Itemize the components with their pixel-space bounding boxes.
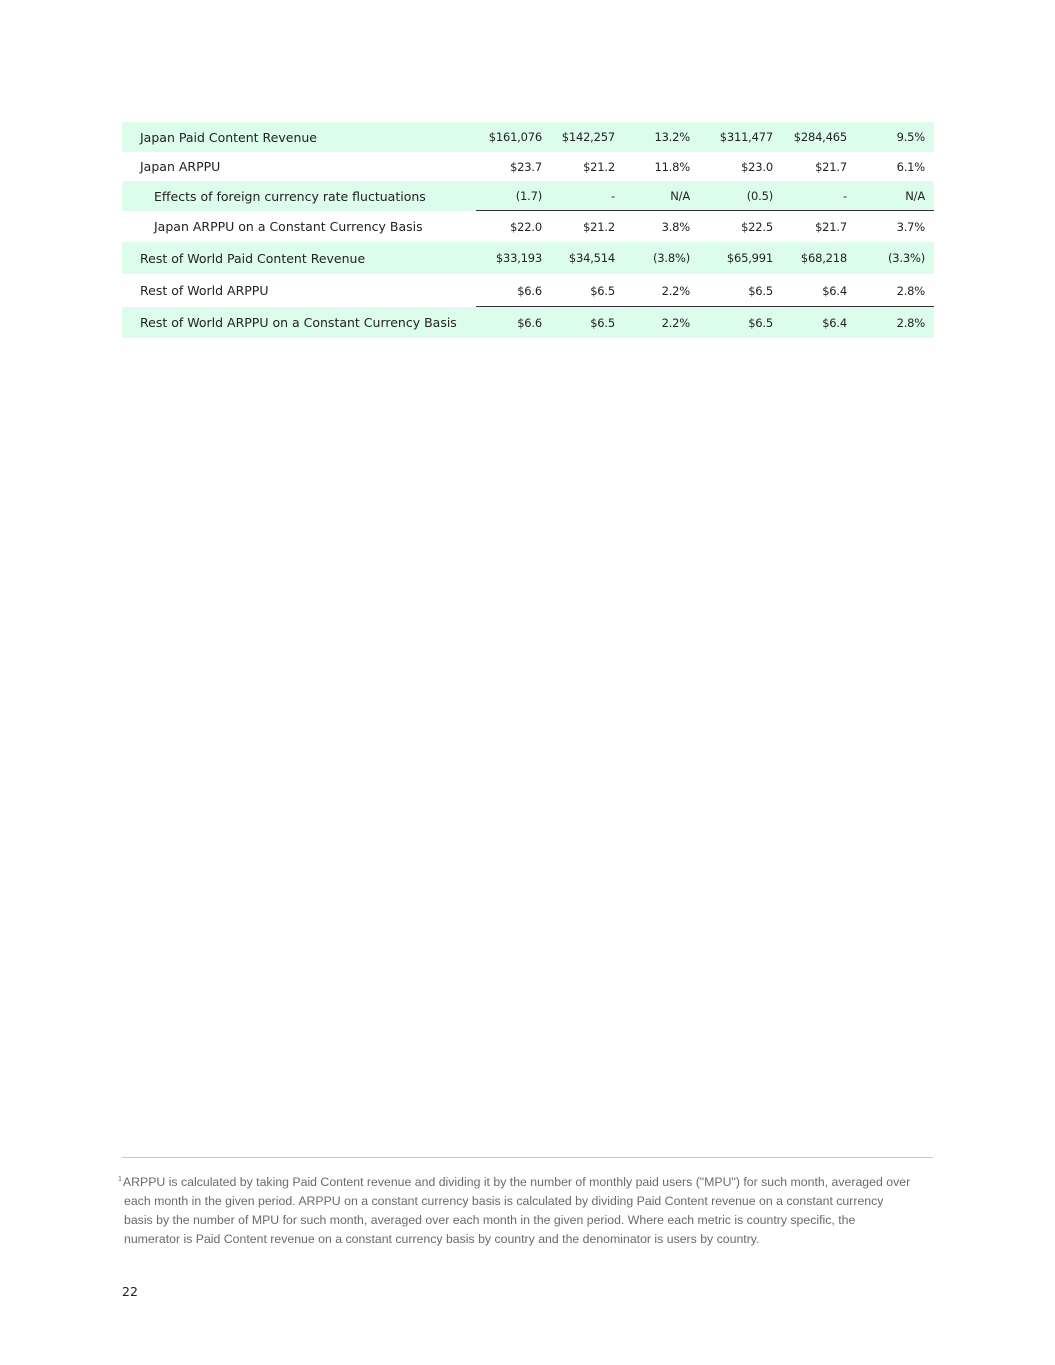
table-cell: -	[780, 181, 855, 211]
table-cell: $284,465	[780, 122, 855, 152]
table-cell: $21.7	[815, 219, 847, 234]
table-cell: $33,193	[476, 242, 548, 274]
table-cell: $6.4	[780, 274, 855, 307]
table-cell: $6.6	[476, 307, 548, 338]
footnote-text: ARPPU is calculated by taking Paid Content revenue and dividing it by the number of monthly paid users ("MPU") for such month, averaged over	[122, 1175, 911, 1189]
table-cell: $68,218	[780, 242, 855, 274]
table-cell: 13.2%	[623, 122, 698, 152]
table-cell: 2.2%	[623, 274, 698, 307]
footnote-line: each month in the given period. ARPPU on a constant currency basis is calculated by dividing Paid Content revenue on a constant currency	[124, 1194, 884, 1208]
table-cell: $161,076	[476, 122, 548, 152]
table-cell: $6.5	[698, 307, 780, 338]
table-cell: 3.8%	[661, 219, 690, 234]
table-cell: 3.7%	[896, 219, 925, 234]
table-cell: $6.4	[780, 307, 855, 338]
footnote	[118, 1170, 938, 1249]
table-row	[122, 122, 934, 152]
arppu-table	[122, 122, 934, 338]
table-row	[122, 274, 934, 307]
table-cell: N/A	[855, 181, 934, 211]
table-cell: $21.7	[815, 159, 847, 174]
page-number: 22	[122, 1284, 138, 1299]
table-row	[122, 152, 934, 181]
table-cell: $34,514	[548, 242, 623, 274]
footnote-divider	[122, 1157, 933, 1158]
table-cell: 2.2%	[623, 307, 698, 338]
table-cell: $6.5	[698, 274, 780, 307]
row-label: Rest of World Paid Content Revenue	[122, 242, 476, 274]
table-cell: 2.8%	[855, 274, 934, 307]
table-cell: $21.2	[583, 219, 615, 234]
table-cell: 9.5%	[855, 122, 934, 152]
row-label: Japan Paid Content Revenue	[122, 122, 476, 152]
table-row	[122, 307, 934, 338]
table-cell: -	[548, 181, 623, 211]
table-cell: (1.7)	[476, 181, 548, 211]
footnote-line: basis by the number of MPU for such month, averaged over each month in the given period. Where each metric is country specific, the	[124, 1213, 856, 1227]
table-cell: (3.8%)	[623, 242, 698, 274]
table-cell: $23.7	[510, 159, 542, 174]
row-label: Effects of foreign currency rate fluctuations	[122, 181, 476, 211]
table-cell: $22.0	[510, 219, 542, 234]
row-label: Japan ARPPU	[140, 159, 221, 174]
table-row	[122, 181, 934, 211]
table-row	[122, 211, 934, 242]
table-cell: $6.5	[548, 307, 623, 338]
table-cell: N/A	[623, 181, 698, 211]
table-cell: $23.0	[741, 159, 773, 174]
table-cell: 11.8%	[654, 159, 690, 174]
table-cell: 6.1%	[896, 159, 925, 174]
table-cell: (3.3%)	[855, 242, 934, 274]
row-label: Japan ARPPU on a Constant Currency Basis	[154, 219, 423, 234]
table-cell: (0.5)	[698, 181, 780, 211]
footnote-line: numerator is Paid Content revenue on a constant currency basis by country and the denominator is users by country.	[124, 1232, 760, 1246]
footnote-marker: 1	[118, 1176, 122, 1183]
table-cell: $311,477	[698, 122, 780, 152]
row-label: Rest of World ARPPU on a Constant Currency Basis	[122, 307, 476, 338]
table-cell: $21.2	[583, 159, 615, 174]
row-label: Rest of World ARPPU	[140, 283, 269, 298]
table-cell: $6.5	[548, 274, 623, 307]
table-cell: 2.8%	[855, 307, 934, 338]
table-cell: $6.6	[476, 274, 548, 307]
table-cell: $22.5	[741, 219, 773, 234]
table-cell: $142,257	[548, 122, 623, 152]
footnote-line	[118, 1170, 938, 1192]
table-cell: $65,991	[698, 242, 780, 274]
table-row	[122, 242, 934, 274]
